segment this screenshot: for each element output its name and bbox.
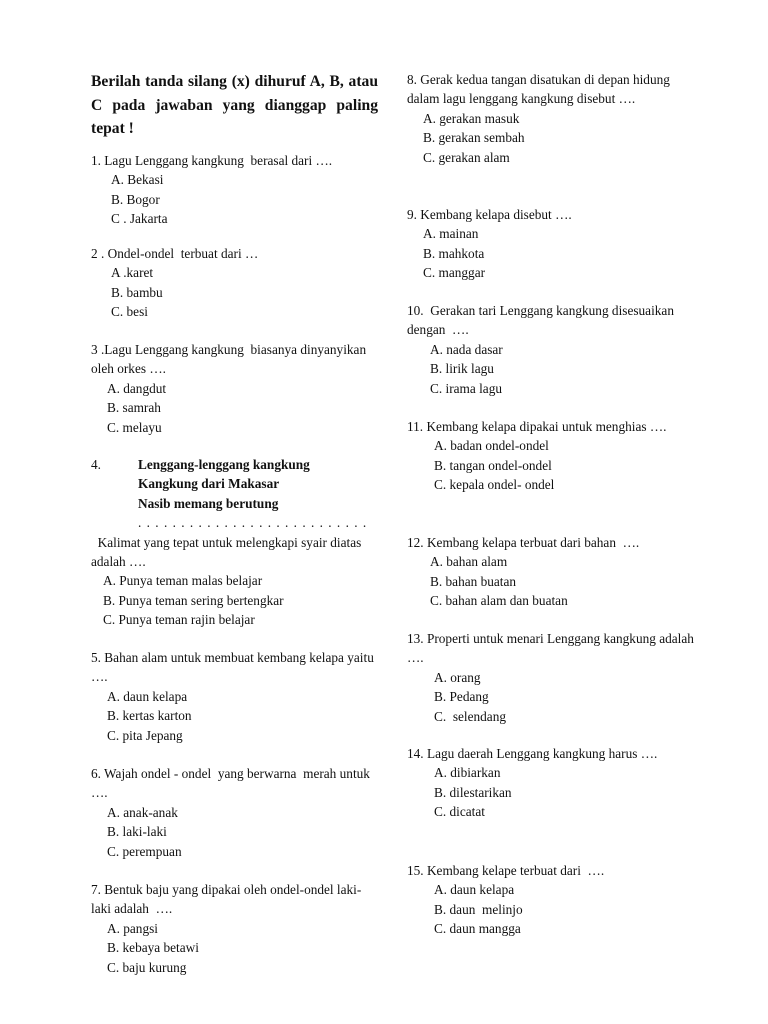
question-13 — [407, 629, 707, 726]
question-text: Kalimat yang tepat untuk melengkapi syair diatas adalah …. — [91, 534, 365, 570]
option-a[interactable]: A .karet — [111, 265, 154, 281]
lyric-line: Lenggang-lenggang kangkung — [138, 457, 310, 472]
option-b[interactable]: B. Punya teman sering bertengkar — [103, 592, 284, 608]
instruction-heading: Berilah tanda silang (x) dihuruf A, B, atau C pada jawaban yang dianggap paling tepat ! — [91, 73, 378, 137]
question-text: 12. Kembang kelapa terbuat dari bahan …. — [407, 535, 640, 550]
question-4 — [91, 455, 381, 630]
question-15 — [407, 861, 707, 939]
question-text: 10. Gerakan tari Lenggang kangkung disesuaikan dengan …. — [407, 303, 681, 338]
question-9 — [407, 205, 707, 283]
question-1 — [91, 151, 381, 229]
question-10 — [407, 301, 707, 398]
question-3 — [91, 340, 381, 437]
question-text: 1. Lagu Lenggang kangkung berasal dari …. — [91, 153, 333, 168]
option-b[interactable]: B. Bogor — [111, 191, 160, 207]
option-b[interactable]: B. gerakan sembah — [423, 130, 525, 146]
option-c[interactable]: C. bahan alam dan buatan — [430, 593, 568, 609]
question-7 — [91, 880, 381, 977]
option-b[interactable]: B. laki-laki — [107, 824, 167, 840]
option-a[interactable]: A. daun kelapa — [434, 882, 515, 898]
option-b[interactable]: B. tangan ondel-ondel — [434, 457, 552, 473]
option-b[interactable]: B. daun melinjo — [434, 901, 523, 917]
blank-line: . . . . . . . . . . . . . . . . . . . . . . . . . . . — [138, 515, 368, 531]
option-b[interactable]: B. Pedang — [434, 689, 489, 705]
lyric-line: Kangkung dari Makasar — [138, 476, 280, 492]
question-text: 5. Bahan alam untuk membuat kembang kelapa yaitu …. — [91, 650, 381, 685]
option-c[interactable]: C. irama lagu — [430, 380, 503, 396]
option-a[interactable]: A. gerakan masuk — [423, 110, 520, 126]
option-c[interactable]: C. pita Jepang — [107, 727, 183, 743]
question-text: 15. Kembang kelape terbuat dari …. — [407, 863, 605, 878]
option-b[interactable]: B. samrah — [107, 400, 161, 416]
lyric-line: Nasib memang berutung — [138, 495, 279, 511]
option-a[interactable]: A. nada dasar — [430, 341, 503, 357]
option-c[interactable]: C. perempuan — [107, 843, 182, 859]
question-6 — [91, 764, 381, 861]
option-a[interactable]: A. anak-anak — [107, 804, 178, 820]
option-b[interactable]: B. bahan buatan — [430, 573, 517, 589]
option-a[interactable]: A. badan ondel-ondel — [434, 438, 549, 454]
option-b[interactable]: B. lirik lagu — [430, 361, 494, 377]
option-a[interactable]: A. dangdut — [107, 380, 167, 396]
question-text: 6. Wajah ondel - ondel yang berwarna merah untuk …. — [91, 766, 377, 801]
option-c[interactable]: C. besi — [111, 304, 148, 320]
question-text: 8. Gerak kedua tangan disatukan di depan hidung dalam lagu lenggang kangkung disebut …. — [407, 72, 677, 107]
option-c[interactable]: C. daun mangga — [434, 921, 521, 937]
option-a[interactable]: A. pangsi — [107, 920, 158, 936]
option-c[interactable]: C. baju kurung — [107, 959, 187, 975]
question-text: 14. Lagu daerah Lenggang kangkung harus …. — [407, 746, 658, 761]
question-2 — [91, 244, 381, 322]
question-12 — [407, 533, 707, 611]
option-a[interactable]: A. dibiarkan — [434, 765, 501, 781]
option-c[interactable]: C. gerakan alam — [423, 149, 510, 165]
question-text: 13. Properti untuk menari Lenggang kangkung adalah …. — [407, 631, 701, 666]
option-c[interactable]: C. selendang — [434, 708, 507, 724]
option-a[interactable]: A. Bekasi — [111, 172, 164, 188]
option-b[interactable]: B. kertas karton — [107, 708, 192, 724]
option-c[interactable]: C. Punya teman rajin belajar — [103, 612, 255, 628]
question-text: 7. Bentuk baju yang dipakai oleh ondel-ondel laki-laki adalah …. — [91, 882, 362, 917]
option-a[interactable]: A. mainan — [423, 226, 479, 242]
option-a[interactable]: A. Punya teman malas belajar — [103, 573, 263, 589]
question-14 — [407, 744, 707, 822]
option-b[interactable]: B. bambu — [111, 284, 163, 300]
option-b[interactable]: B. mahkota — [423, 245, 485, 261]
question-text: 3 .Lagu Lenggang kangkung biasanya dinyanyikan oleh orkes …. — [91, 342, 370, 377]
option-c[interactable]: C. kepala ondel- ondel — [434, 477, 555, 493]
option-c[interactable]: C. melayu — [107, 419, 162, 435]
question-number: 4. — [91, 457, 101, 472]
question-11 — [407, 417, 707, 495]
option-c[interactable]: C. manggar — [423, 265, 486, 281]
question-8 — [407, 70, 707, 167]
option-c[interactable]: C. dicatat — [434, 804, 485, 820]
option-c[interactable]: C . Jakarta — [111, 211, 168, 227]
option-b[interactable]: B. dilestarikan — [434, 784, 512, 800]
option-b[interactable]: B. kebaya betawi — [107, 940, 199, 956]
option-a[interactable]: A. daun kelapa — [107, 688, 188, 704]
question-text: 11. Kembang kelapa dipakai untuk menghias …. — [407, 419, 667, 434]
question-text: 9. Kembang kelapa disebut …. — [407, 207, 572, 222]
question-text: 2 . Ondel-ondel terbuat dari … — [91, 246, 259, 261]
option-a[interactable]: A. orang — [434, 669, 481, 685]
question-5 — [91, 648, 381, 745]
option-a[interactable]: A. bahan alam — [430, 554, 508, 570]
